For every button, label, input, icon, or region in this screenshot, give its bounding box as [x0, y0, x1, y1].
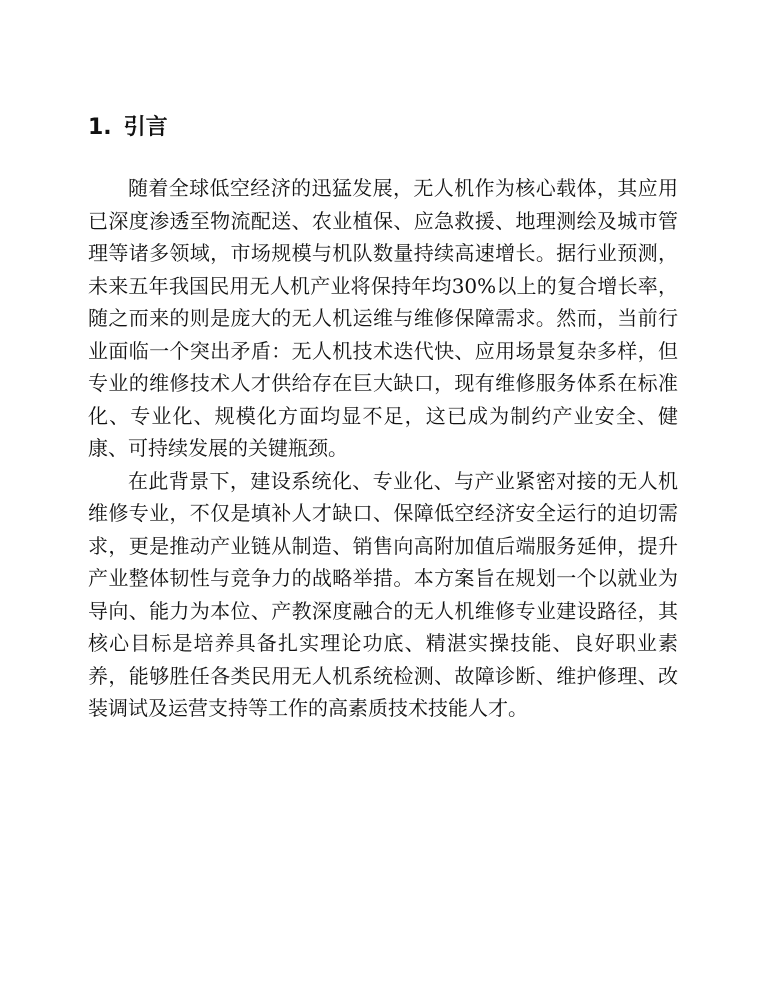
section-heading: [88, 113, 168, 143]
paragraph-objectives: 在此背景下，建设系统化、专业化、与产业紧密对接的无人机维修专业，不仅是填补人才缺口、保障低空经济安全运行的迫切需求，更是推动产业链从制造、销售向高附加值后端服务延伸，提升产业整体韧性与竞争力的战略举措。本方案旨在规划一个以就业为导向、能力为本位、产教深度融合的无人机维修专业建设路径，其核心目标是培养具备扎实理论功底、精湛实操技能、良好职业素养，能够胜任各类民用无人机系统检测、故障诊断、维护修理、改装调试及运营支持等工作的高素质技术技能人才。: [88, 468, 678, 720]
section-title: 引言: [123, 115, 168, 140]
section-number: 1.: [88, 115, 112, 140]
paragraph-background: 随着全球低空经济的迅猛发展，无人机作为核心载体，其应用已深度渗透至物流配送、农业植保、应急救援、地理测绘及城市管理等诸多领域，市场规模与机队数量持续高速增长。据行业预测，未来五年我国民用无人机产业将保持年均30%以上的复合增长率，随之而来的则是庞大的无人机运维与维修保障需求。然而，当前行业面临一个突出矛盾：无人机技术迭代快、应用场景复杂多样，但专业的维修技术人才供给存在巨大缺口，现有维修服务体系在标准化、专业化、规模化方面均显不足，这已成为制约产业安全、健康、可持续发展的关键瓶颈。: [88, 176, 678, 460]
section-body: [88, 172, 678, 725]
